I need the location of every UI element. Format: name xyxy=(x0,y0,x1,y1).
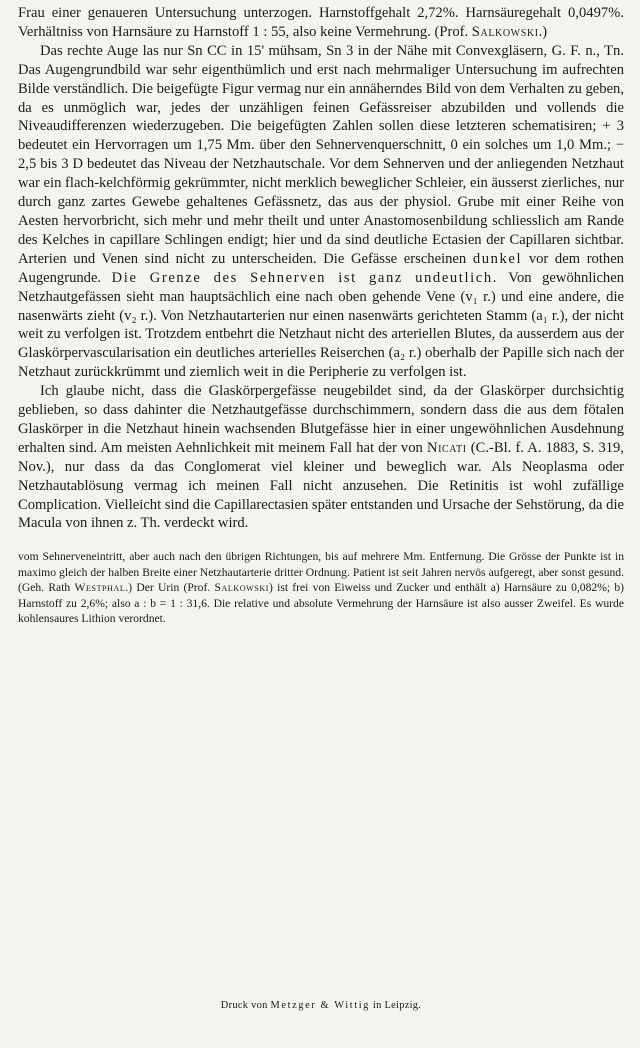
author-name-salkowski: Salkowski xyxy=(471,23,539,40)
document-page xyxy=(18,0,624,1048)
p3-text: Ich glaube nicht, dass die Glaskörpergefässe neugebildet sind, da der Glaskörper durchsichtig geblieben, so dass dahinter die Netzhautgefässe durchschimmern, sondern dass die aus dem fötalen Glaskörper in die Netzhaut hinein wachsenden Blutgefässe hier in einer ungewöhnlichen Ausdehnung erhalten sind. Am meisten Aehnlichkeit mit meinem Fall hat der von xyxy=(18,383,624,456)
p2-text: Das rechte Auge las nur Sn CC in 15' mühsam, Sn 3 in der Nähe mit Convexgläsern, G. F. n., Tn. Das Augengrundbild war sehr eigenthümlich und erst nach mehrmaliger Untersuchung im aufrechten Bilde verständlich. Die beigefügte Figur vermag nur ein annäherndes Bild von dem Verhalten zu geben, da es unmöglich war, jedes der unzähligen feinen Gefässreiser abzubilden und vollends die Niveaudifferenzen wiederzugeben. Die beigefügten Zahlen sollen diese letzteren schematisiren; + 3 bedeutet ein Hervorragen um 1,75 Mm. über den Sehnervenquerschnitt, 0 ein solches um 1,0 Mm.; − 2,5 bis 3 D bedeutet das Niveau der Netzhautschale. Vor dem Sehnerven und der anliegenden Netzhaut war ein flach-kelchförmig gekrümmter, nicht merklich beweglicher Schleier, ein äusserst zierliches, nur durch ganz zartes Gewebe gehaltenes Gefässnetz, das aus der physiol. Grube mit einer Reihe von Aesten hervorbricht, sich mehr und mehr theilt und unter Anastomosenbildung schliesslich am Rande des Kelches in capillare Schlingen endigt; hier und da sind deutliche Ectasien der Capillaren sichtbar. Arterien und Venen sind nicht zu unterscheiden. Die Gefässe erscheinen xyxy=(18,42,625,267)
p1-text: Frau einer genaueren Untersuchung unterzogen. Harnstoffgehalt 2,72%. Harnsäuregehalt 0,0497%. Verhältniss von Harnsäure zu Harnstoff 1 : 55, also keine Vermehrung. (Prof. xyxy=(18,5,624,40)
paragraph-urine-analysis xyxy=(18,4,624,42)
footnote xyxy=(18,549,624,627)
footnote-text-end: ) ist frei von Eiweiss und Zucker und enthält a) Harnsäure zu 0,082%; b) Harnstoff zu 2,6%; also a : b = 1 : 31,6. Die relative und absolute Vermehrung der Harnsäure ist also ausser Zweifel. Es wurde kohlensaures Lithion verordnet. xyxy=(18,581,624,626)
author-name-nicati: Nicati xyxy=(426,439,467,456)
footnote-gap xyxy=(18,533,624,549)
p2-text-end: Von gewöhnlichen Netzhautgefässen sieht man hauptsächlich eine nach oben gehende Vene (v₁ r.) und eine andere, die nasenwärts zieht (v₂ r.). Von Netzhautarterien nur einen nasenwärts gerichteten Stamm (a₁ r.), der nicht weit zu verfolgen ist. Trotzdem entbehrt die Netzhaut nicht des arteriellen Blutes, da ausserdem aus der Glaskörpervascularisation ein deutliches arterielles Reiserchen (a₂ r.) oberhalb der Papille sich nach der Netzhaut zurückkrümmt und ziemlich weit in die Peripherie zu verfolgen ist. xyxy=(18,269,624,381)
p2-text-mid: vor dem rothen Augengrunde. xyxy=(18,250,624,286)
paragraph-interpretation xyxy=(18,382,624,533)
imprint-prefix: Druck von xyxy=(220,1000,271,1011)
p1-text-end: .) xyxy=(538,23,548,40)
p3-text-end: (C.-Bl. f. A. 1883, S. 319, Nov.), nur dass da das Conglomerat viel kleiner und beweglich war. Als Neoplasma oder Netzhautablösung vermag ich meinen Fall nicht anzusehen. Die Retinitis ist wohl zufällige Complication. Vielleicht sind die Capillarectasien später entstanden und Ursache der Sehstörung, da die Macula von ihnen z. Th. verdeckt wird. xyxy=(18,439,624,532)
paragraph-eye-findings xyxy=(18,42,624,382)
footnote-text-mid: .) Der Urin (Prof. xyxy=(125,581,215,595)
imprint-suffix: in Leipzig. xyxy=(369,1000,422,1011)
emphasis-dunkel: dunkel xyxy=(472,250,523,267)
footnote-text: vom Sehnerveneintritt, aber auch nach den übrigen Richtungen, bis auf mehrere Mm. Entfernung. Die Grösse der Punkte ist in maximo gleich der halben Breite einer Netzhautarterie dritter Ordnung. Patient ist seit Jahren nervös aufgeregt, aber sonst gesund. (Geh. Rath xyxy=(18,550,624,595)
printer-imprint xyxy=(18,1000,624,1011)
author-name-westphal: Westphal xyxy=(74,581,126,595)
emphasis-grenze: Die Grenze des Sehnerven ist ganz undeutlich. xyxy=(111,269,498,286)
author-name-salkowski-fn: Salkowski xyxy=(214,581,269,595)
imprint-printer: Metzger & Wittig xyxy=(270,1000,370,1011)
